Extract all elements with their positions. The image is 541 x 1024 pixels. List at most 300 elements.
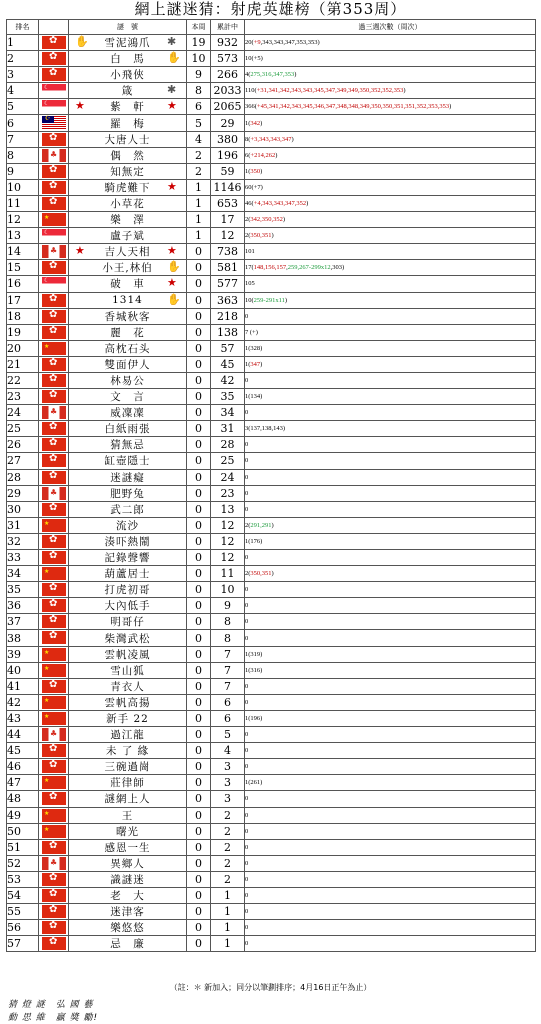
history-cell	[245, 83, 536, 99]
hong-kong-flag-icon	[42, 615, 66, 628]
total-score-cell: 1146	[211, 179, 245, 195]
table-row	[7, 871, 536, 887]
table-row	[7, 228, 536, 244]
star-icon: ★	[75, 99, 86, 113]
flag-cell	[39, 99, 69, 115]
history-cell	[245, 533, 536, 549]
total-score-cell: 2	[211, 839, 245, 855]
hong-kong-flag-icon	[42, 760, 66, 773]
total-score-cell: 7	[211, 678, 245, 694]
history-text: ,343,343,347,353,353)	[260, 39, 320, 47]
total-score-cell: 577	[211, 276, 245, 292]
total-score-cell: 31	[211, 421, 245, 437]
total-score-cell: 34	[211, 405, 245, 421]
rank-cell: 47	[7, 775, 39, 791]
header-name: 謎 號	[69, 20, 187, 35]
table-row	[7, 646, 536, 662]
rank-cell: 31	[7, 517, 39, 533]
rank-cell: 57	[7, 936, 39, 952]
history-cell	[245, 614, 536, 630]
history-cell	[245, 791, 536, 807]
total-score-cell: 29	[211, 115, 245, 131]
history-text: 101	[245, 248, 255, 256]
table-row	[7, 614, 536, 630]
total-score-cell: 1	[211, 887, 245, 903]
player-name: 雪泥鴻爪	[104, 37, 151, 50]
china-flag-icon	[42, 213, 66, 226]
history-text: 1(176)	[245, 537, 263, 545]
table-row	[7, 212, 536, 228]
history-text: +45,341,342,343,345,346,347,348,348,349,350,350,351,351,352,353,353	[256, 103, 450, 111]
week-score-cell: 0	[187, 807, 211, 823]
rank-cell: 34	[7, 566, 39, 582]
rank-cell: 30	[7, 501, 39, 517]
history-cell	[245, 212, 536, 228]
rank-cell: 15	[7, 260, 39, 276]
total-score-cell: 25	[211, 453, 245, 469]
player-name: 肥野兔	[110, 487, 145, 500]
week-score-cell: 0	[187, 244, 211, 260]
history-cell	[245, 67, 536, 83]
history-text: 60(+7)	[245, 183, 263, 191]
week-score-cell: 0	[187, 920, 211, 936]
history-text: 275,316,347,353	[250, 71, 295, 79]
week-score-cell: 1	[187, 212, 211, 228]
history-text: 350	[250, 167, 261, 175]
player-name: 麗 花	[110, 326, 145, 339]
total-score-cell: 42	[211, 372, 245, 388]
header-total: 累計中	[211, 20, 245, 35]
flag-cell	[39, 791, 69, 807]
player-name: 樂悠悠	[110, 922, 145, 935]
history-text: 0	[245, 505, 249, 513]
table-row	[7, 582, 536, 598]
player-name: 明哥仔	[110, 616, 145, 629]
week-score-cell: 0	[187, 743, 211, 759]
player-name: 林易公	[110, 375, 145, 388]
player-name-cell	[69, 51, 187, 67]
history-text: 1(319)	[245, 650, 263, 658]
table-row	[7, 51, 536, 67]
history-cell	[245, 566, 536, 582]
rank-cell: 29	[7, 485, 39, 501]
history-text: 2(	[245, 232, 251, 240]
history-text: 1(196)	[245, 714, 263, 722]
history-cell	[245, 115, 536, 131]
history-text: )	[282, 216, 286, 224]
history-text: 0	[245, 441, 249, 449]
header-week: 本周	[187, 20, 211, 35]
hong-kong-flag-icon	[42, 310, 66, 323]
history-cell	[245, 759, 536, 775]
history-cell	[245, 517, 536, 533]
rank-cell: 18	[7, 308, 39, 324]
history-text: 0	[245, 875, 249, 883]
hong-kong-flag-icon	[42, 551, 66, 564]
hong-kong-flag-icon	[42, 905, 66, 918]
week-score-cell: 0	[187, 437, 211, 453]
history-text: 0	[245, 377, 249, 385]
star-icon: ★	[167, 244, 178, 258]
table-row	[7, 598, 536, 614]
china-flag-icon	[42, 712, 66, 725]
player-name-cell	[69, 936, 187, 952]
history-text: 0	[245, 457, 249, 465]
week-score-cell: 8	[187, 83, 211, 99]
history-text: 0	[245, 473, 249, 481]
rank-cell: 11	[7, 195, 39, 211]
table-row	[7, 694, 536, 710]
total-score-cell: 45	[211, 356, 245, 372]
flag-cell	[39, 179, 69, 195]
hong-kong-flag-icon	[42, 294, 66, 307]
history-text: )	[271, 570, 274, 578]
rank-cell: 36	[7, 598, 39, 614]
hong-kong-flag-icon	[42, 326, 66, 339]
flag-cell	[39, 936, 69, 952]
history-text: +31,341,342,343,343,345,347,349,349,350,352,352,353	[256, 87, 404, 95]
player-name: 小草花	[110, 197, 145, 210]
history-text: 148,156,157	[253, 264, 287, 272]
history-text: 0	[245, 811, 249, 819]
rank-cell: 46	[7, 759, 39, 775]
history-text: 0	[245, 859, 249, 867]
history-text: 1(328)	[245, 344, 263, 352]
history-text: 0	[245, 602, 249, 610]
history-text: 350,351	[250, 232, 272, 240]
history-text: )	[260, 360, 263, 368]
flag-cell	[39, 421, 69, 437]
china-flag-icon	[42, 519, 66, 532]
table-row	[7, 195, 536, 211]
table-row	[7, 324, 536, 340]
footer-note: （註：＊ 新加入；同分以筆劃排序；4月16日正午為止）	[169, 983, 372, 992]
leaderboard-rows	[7, 35, 536, 952]
rank-cell: 7	[7, 131, 39, 147]
total-score-cell: 3	[211, 791, 245, 807]
history-text: )	[294, 71, 297, 79]
player-name: 盧子斌	[110, 230, 145, 243]
total-score-cell: 9	[211, 598, 245, 614]
player-name: 威凜凜	[110, 407, 145, 420]
week-score-cell: 0	[187, 710, 211, 726]
player-name: 樂 澤	[110, 214, 145, 227]
flag-cell	[39, 582, 69, 598]
total-score-cell: 12	[211, 228, 245, 244]
player-name: 打虎初哥	[104, 584, 151, 597]
week-score-cell: 0	[187, 324, 211, 340]
player-name-cell	[69, 340, 187, 356]
history-cell	[245, 485, 536, 501]
hong-kong-flag-icon	[42, 841, 66, 854]
player-name-cell	[69, 710, 187, 726]
history-text: )	[291, 135, 294, 143]
player-name-cell	[69, 694, 187, 710]
table-row	[7, 147, 536, 163]
history-cell	[245, 775, 536, 791]
player-name: 吉人天相	[104, 246, 151, 259]
history-cell	[245, 630, 536, 646]
history-cell	[245, 195, 536, 211]
player-name: 識謎迷	[110, 873, 145, 886]
total-score-cell: 10	[211, 582, 245, 598]
slogan-line-2: 動 思 維 贏 獎 勵!	[8, 1013, 99, 1023]
history-cell	[245, 437, 536, 453]
week-score-cell: 1	[187, 228, 211, 244]
player-name-cell	[69, 662, 187, 678]
player-name-cell	[69, 759, 187, 775]
flag-cell	[39, 598, 69, 614]
table-row	[7, 743, 536, 759]
flag-cell	[39, 887, 69, 903]
week-score-cell: 0	[187, 260, 211, 276]
flag-cell	[39, 710, 69, 726]
table-row	[7, 936, 536, 952]
player-name-cell	[69, 244, 187, 260]
table-row	[7, 791, 536, 807]
player-name: 箴	[121, 85, 134, 98]
history-text: 2(	[245, 521, 251, 529]
table-row	[7, 710, 536, 726]
rank-cell: 10	[7, 179, 39, 195]
flag-cell	[39, 839, 69, 855]
rank-cell: 48	[7, 791, 39, 807]
player-name-cell	[69, 405, 187, 421]
flag-cell	[39, 292, 69, 308]
player-name-cell	[69, 807, 187, 823]
history-text: 0	[245, 698, 249, 706]
history-cell	[245, 340, 536, 356]
week-score-cell: 0	[187, 582, 211, 598]
history-cell	[245, 324, 536, 340]
history-text: 0	[245, 586, 249, 594]
table-row	[7, 662, 536, 678]
hong-kong-flag-icon	[42, 165, 66, 178]
week-score-cell: 0	[187, 372, 211, 388]
player-name-cell	[69, 614, 187, 630]
player-name-cell	[69, 421, 187, 437]
rank-cell: 6	[7, 115, 39, 131]
week-score-cell: 2	[187, 147, 211, 163]
hong-kong-flag-icon	[42, 889, 66, 902]
player-name: 大內低手	[104, 600, 151, 613]
rank-cell: 20	[7, 340, 39, 356]
week-score-cell: 0	[187, 421, 211, 437]
total-score-cell: 581	[211, 260, 245, 276]
rank-cell: 13	[7, 228, 39, 244]
history-text: 1(134)	[245, 393, 263, 401]
player-name-cell	[69, 115, 187, 131]
canada-flag-icon	[42, 857, 66, 870]
history-cell	[245, 51, 536, 67]
rank-cell: 16	[7, 276, 39, 292]
player-name: 異鄉人	[110, 857, 145, 870]
history-cell	[245, 99, 536, 115]
table-row	[7, 823, 536, 839]
hong-kong-flag-icon	[42, 261, 66, 274]
history-text: 259,267-299x12	[287, 264, 331, 272]
table-row	[7, 99, 536, 115]
flag-cell	[39, 244, 69, 260]
history-text: 342	[250, 119, 261, 127]
player-name: 未 了 緣	[105, 745, 150, 758]
player-name: 香城秋客	[104, 310, 151, 323]
flag-cell	[39, 372, 69, 388]
history-cell	[245, 710, 536, 726]
hong-kong-flag-icon	[42, 374, 66, 387]
total-score-cell: 932	[211, 35, 245, 51]
total-score-cell: 2	[211, 855, 245, 871]
history-text: 0	[245, 634, 249, 642]
week-score-cell: 0	[187, 308, 211, 324]
history-text: 17(	[245, 264, 254, 272]
flag-cell	[39, 904, 69, 920]
table-row	[7, 131, 536, 147]
history-text: 0	[245, 924, 249, 932]
china-flag-icon	[42, 567, 66, 580]
history-text: 8(	[245, 135, 251, 143]
history-text: 366(	[245, 103, 257, 111]
history-cell	[245, 823, 536, 839]
history-text: ,303)	[330, 264, 345, 272]
week-score-cell: 0	[187, 550, 211, 566]
leaderboard-table	[6, 19, 536, 952]
player-name-cell	[69, 99, 187, 115]
history-cell	[245, 807, 536, 823]
rank-cell: 52	[7, 855, 39, 871]
rank-cell: 38	[7, 630, 39, 646]
header-rank: 排名	[7, 20, 39, 35]
flag-cell	[39, 469, 69, 485]
rank-cell: 17	[7, 292, 39, 308]
rank-cell: 14	[7, 244, 39, 260]
history-cell	[245, 694, 536, 710]
week-score-cell: 0	[187, 791, 211, 807]
player-name: 柴灣武松	[104, 632, 151, 645]
history-text: 259-291x11	[253, 296, 285, 304]
flag-cell	[39, 533, 69, 549]
total-score-cell: 1	[211, 920, 245, 936]
history-cell	[245, 839, 536, 855]
china-flag-icon	[42, 648, 66, 661]
player-name: 偶 然	[110, 149, 145, 162]
history-cell	[245, 372, 536, 388]
week-score-cell: 19	[187, 35, 211, 51]
history-text: 7 (+)	[245, 328, 258, 336]
history-cell	[245, 147, 536, 163]
history-text: 1(261)	[245, 779, 263, 787]
canada-flag-icon	[42, 406, 66, 419]
flag-cell	[39, 163, 69, 179]
history-cell	[245, 469, 536, 485]
total-score-cell: 196	[211, 147, 245, 163]
week-score-cell: 0	[187, 276, 211, 292]
player-name: 騎虎難下	[104, 181, 151, 194]
history-text: 0	[245, 843, 249, 851]
player-name: 小飛俠	[110, 69, 145, 82]
table-row	[7, 83, 536, 99]
player-name-cell	[69, 727, 187, 743]
rank-cell: 3	[7, 67, 39, 83]
history-text: )	[449, 103, 452, 111]
total-score-cell: 2033	[211, 83, 245, 99]
player-name: 白 馬	[110, 53, 145, 66]
player-name-cell	[69, 550, 187, 566]
player-name-cell	[69, 678, 187, 694]
week-score-cell: 0	[187, 936, 211, 952]
history-cell	[245, 276, 536, 292]
week-score-cell: 6	[187, 99, 211, 115]
player-name-cell	[69, 292, 187, 308]
hong-kong-flag-icon	[42, 599, 66, 612]
total-score-cell: 5	[211, 727, 245, 743]
rank-cell: 21	[7, 356, 39, 372]
week-score-cell: 0	[187, 517, 211, 533]
total-score-cell: 138	[211, 324, 245, 340]
player-name: 流沙	[116, 519, 139, 532]
table-row	[7, 163, 536, 179]
week-score-cell: 0	[187, 727, 211, 743]
rank-cell: 51	[7, 839, 39, 855]
flag-cell	[39, 115, 69, 131]
history-text: 46(	[245, 199, 254, 207]
hong-kong-flag-icon	[42, 471, 66, 484]
history-cell	[245, 260, 536, 276]
hong-kong-flag-icon	[42, 503, 66, 516]
week-score-cell: 0	[187, 759, 211, 775]
history-text: )	[271, 521, 274, 529]
history-text: 0	[245, 489, 249, 497]
flag-cell	[39, 340, 69, 356]
table-row	[7, 533, 536, 549]
week-score-cell: 10	[187, 51, 211, 67]
flag-cell	[39, 550, 69, 566]
history-text: 4(	[245, 71, 251, 79]
total-score-cell: 59	[211, 163, 245, 179]
player-name: 忌 廉	[110, 938, 145, 951]
table-row	[7, 759, 536, 775]
total-score-cell: 12	[211, 533, 245, 549]
player-name: 感恩一生	[104, 841, 151, 854]
flag-cell	[39, 389, 69, 405]
table-row	[7, 550, 536, 566]
player-name: 曙光	[116, 825, 139, 838]
history-text: +214,262	[250, 151, 276, 159]
total-score-cell: 12	[211, 517, 245, 533]
table-row	[7, 501, 536, 517]
player-name: 知無定	[110, 165, 145, 178]
history-cell	[245, 228, 536, 244]
table-row	[7, 469, 536, 485]
week-score-cell: 4	[187, 131, 211, 147]
player-name-cell	[69, 308, 187, 324]
total-score-cell: 2	[211, 807, 245, 823]
week-score-cell: 0	[187, 855, 211, 871]
history-text: )	[275, 151, 278, 159]
table-row	[7, 775, 536, 791]
flag-cell	[39, 646, 69, 662]
hong-kong-flag-icon	[42, 631, 66, 644]
rank-cell: 42	[7, 694, 39, 710]
table-row	[7, 437, 536, 453]
total-score-cell: 7	[211, 662, 245, 678]
week-score-cell: 0	[187, 887, 211, 903]
total-score-cell: 266	[211, 67, 245, 83]
rank-cell: 2	[7, 51, 39, 67]
player-name-cell	[69, 485, 187, 501]
canada-flag-icon	[42, 245, 66, 258]
player-name-cell	[69, 324, 187, 340]
